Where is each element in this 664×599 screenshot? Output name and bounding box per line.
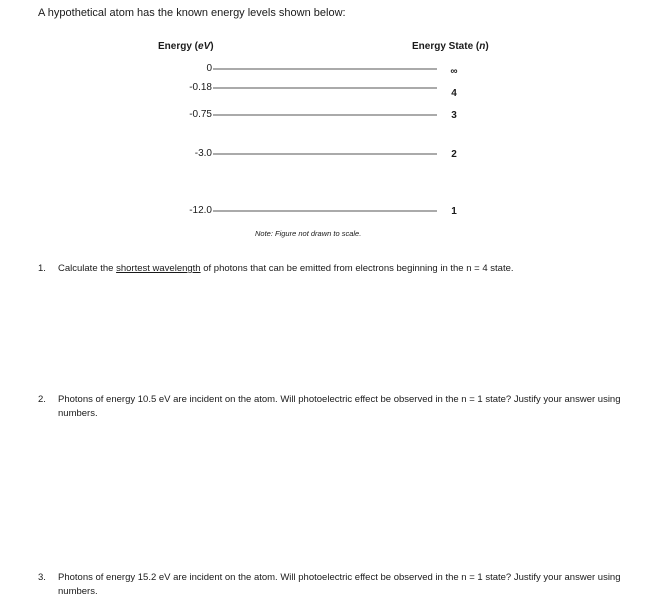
state-label-n1: 1 (451, 206, 457, 217)
energy-level-lines (0, 0, 664, 250)
question-1-number: 1. (38, 263, 46, 274)
energy-column-header (158, 41, 214, 52)
intro-text: A hypothetical atom has the known energy levels shown below: (38, 7, 346, 19)
state-header-prefix: Energy State ( (412, 41, 480, 52)
question-2-number: 2. (38, 394, 46, 405)
question-1 (38, 262, 638, 276)
energy-header-unit: eV (198, 41, 211, 52)
energy-value-n3: -0.75 (189, 109, 212, 120)
energy-level-diagram (0, 0, 664, 250)
question-2-text: Photons of energy 10.5 eV are incident on the atom. Will photoelectric effect be observed in the n = 1 state? Justify your answer using numbers. (58, 394, 621, 419)
question-1-text-start: Calculate the (58, 263, 117, 274)
question-3-text: Photons of energy 15.2 eV are incident on the atom. Will photoelectric effect be observed in the n = 1 state? Justify your answer using numbers. (58, 572, 621, 597)
state-column-header (412, 41, 489, 52)
state-header-suffix: ) (485, 41, 489, 52)
energy-header-suffix: ) (210, 41, 214, 52)
energy-value-n1: -12.0 (189, 205, 212, 216)
state-label-n4: 4 (451, 88, 457, 99)
question-1-text-end: of photons that can be emitted from electrons beginning in the n = 4 state. (200, 263, 514, 274)
state-label-n2: 2 (451, 149, 457, 160)
energy-value-n-inf: 0 (206, 63, 212, 74)
state-header-var: n (479, 41, 486, 52)
energy-value-n4: -0.18 (189, 82, 212, 93)
energy-value-n2: -3.0 (194, 148, 212, 159)
energy-header-prefix: Energy ( (158, 41, 199, 52)
scale-note: Note: Figure not drawn to scale. (255, 229, 362, 238)
question-1-text (58, 262, 638, 276)
question-1-underlined-term: shortest wavelength (116, 263, 201, 274)
question-3-number: 3. (38, 572, 46, 583)
question-3 (38, 571, 638, 599)
state-label-n3: 3 (451, 110, 457, 121)
state-label-n-inf: ∞ (450, 66, 458, 77)
question-2 (38, 393, 638, 421)
